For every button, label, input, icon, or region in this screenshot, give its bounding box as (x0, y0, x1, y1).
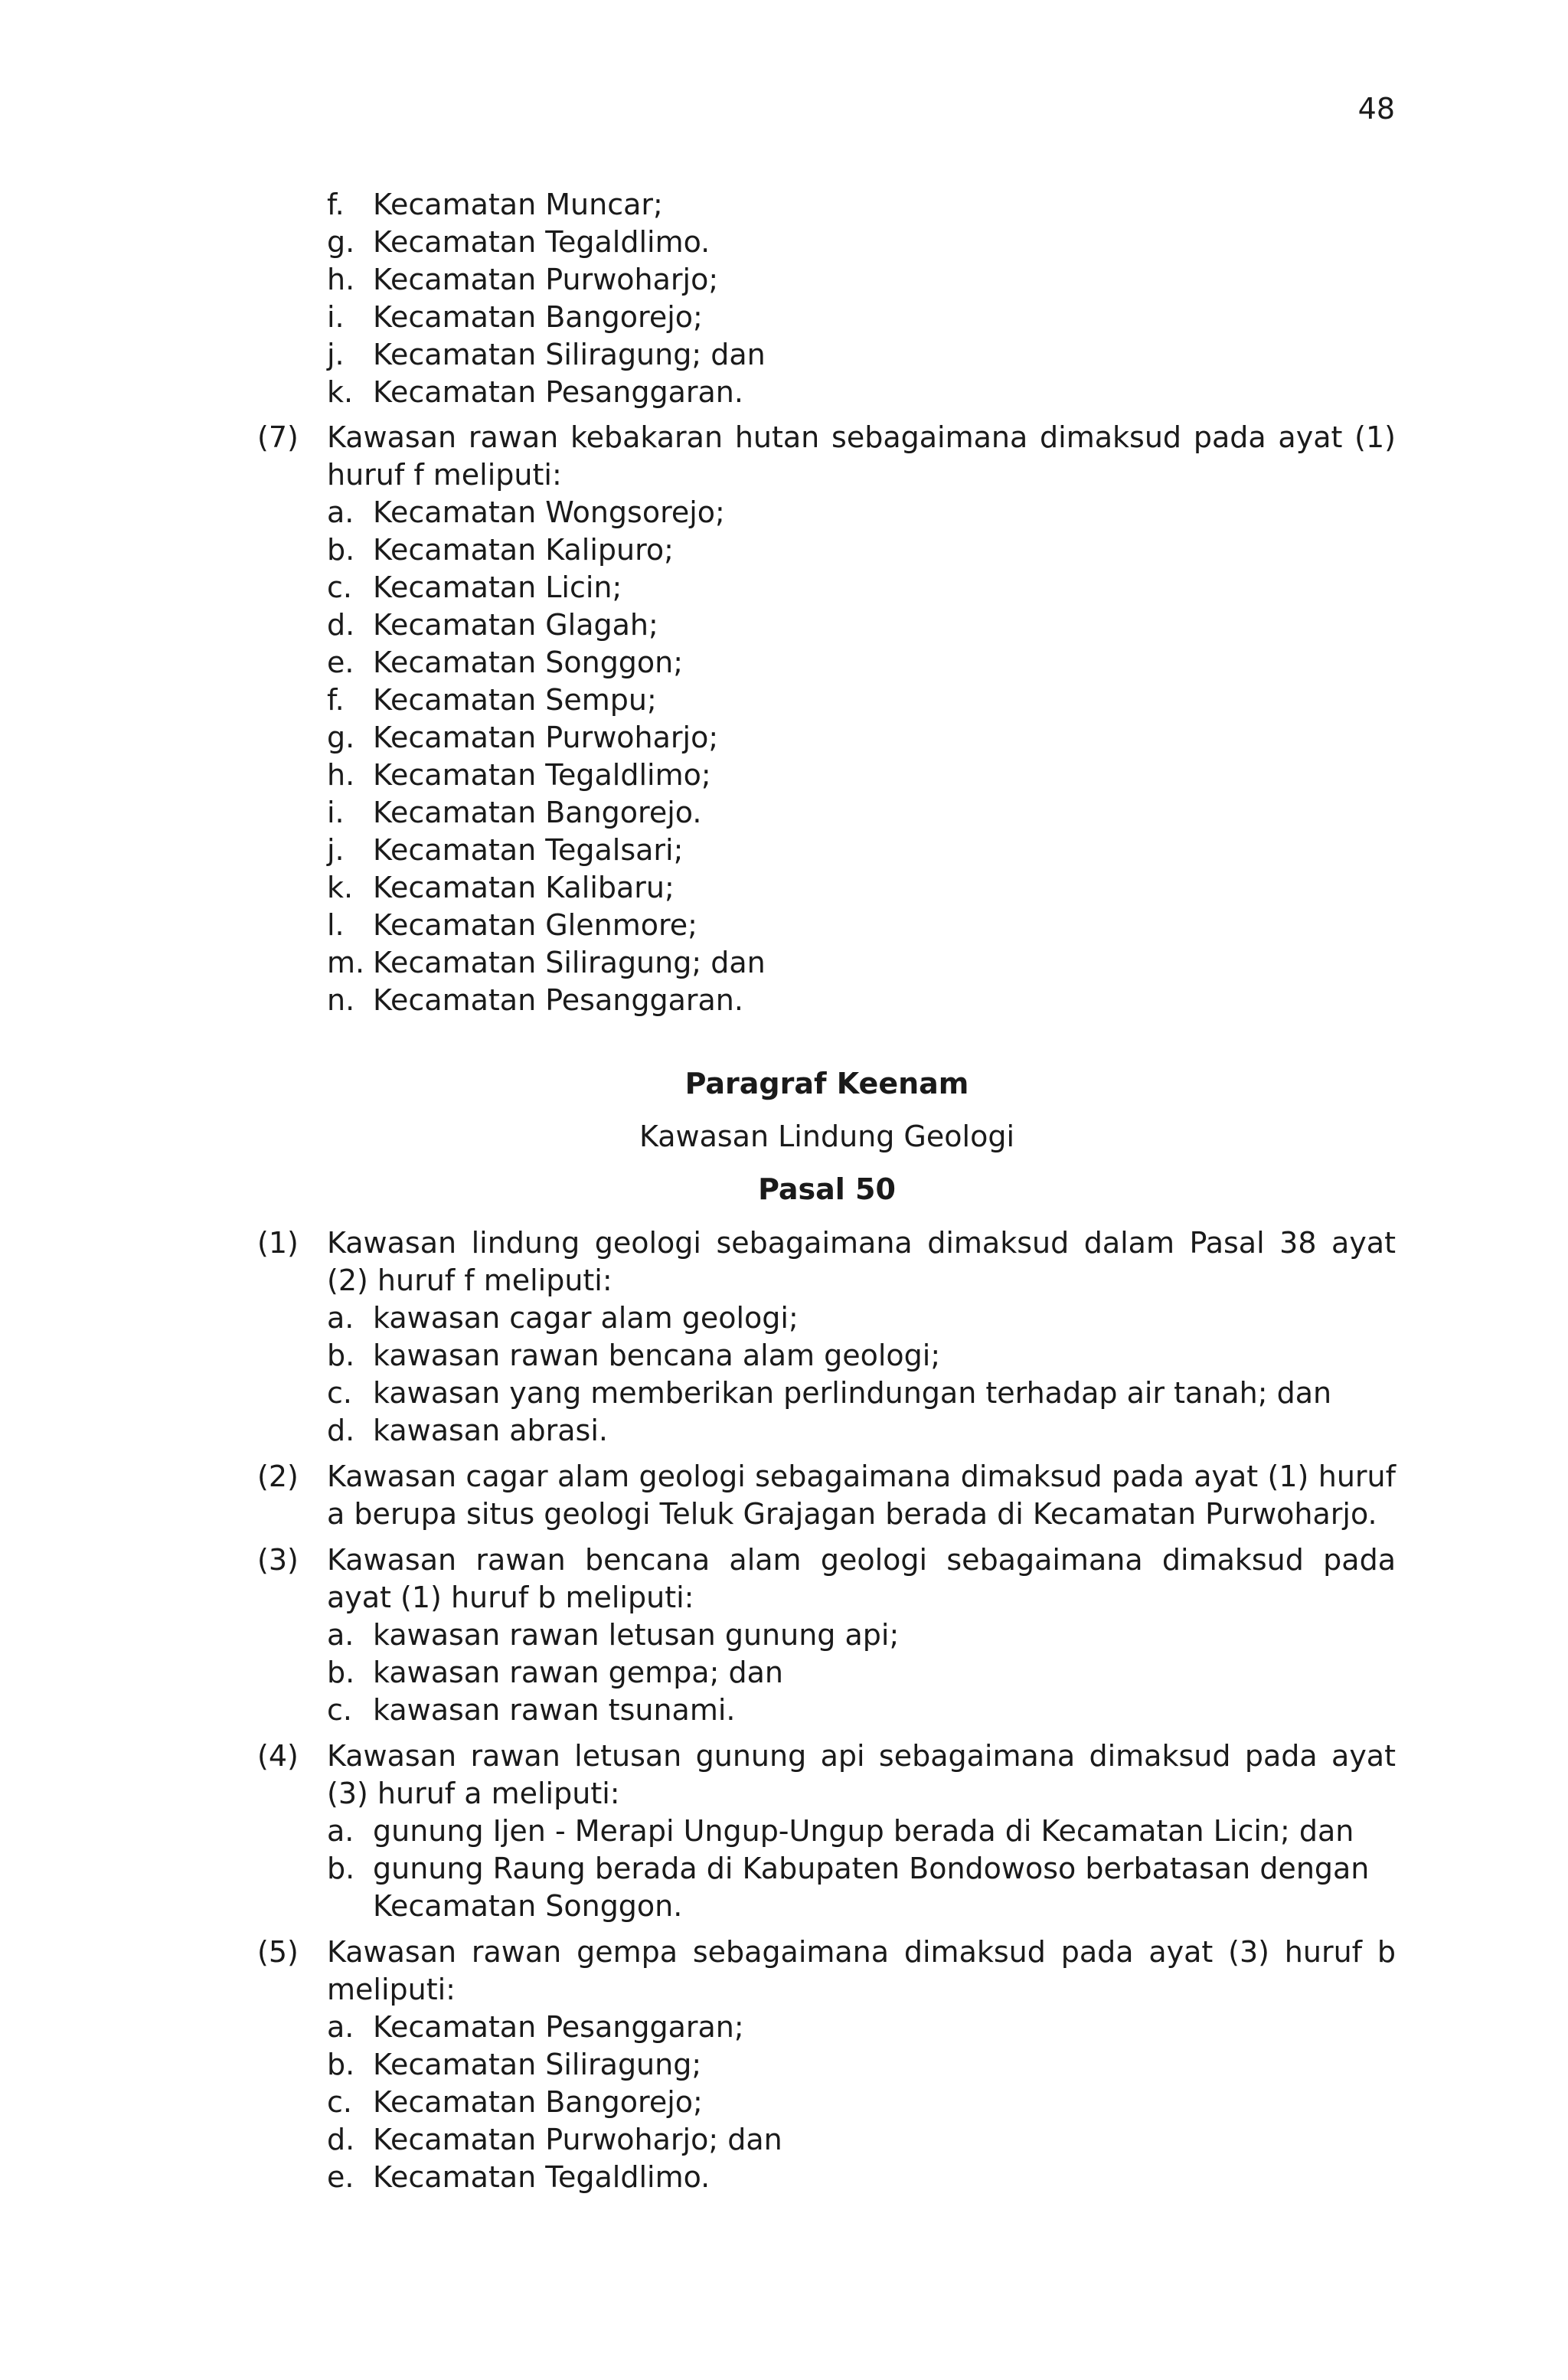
list-item-marker: c. (327, 1376, 352, 1410)
list-item-text: Kecamatan Muncar; (373, 188, 663, 221)
ayat-text: Kawasan rawan kebakaran hutan sebagaimana dimaksud pada ayat (1) huruf f meliputi: (327, 420, 1396, 492)
list-item-text: Kecamatan Siliragung; dan (373, 946, 766, 979)
pasal-50-body (0, 1224, 1568, 2196)
list-item-marker: f. (327, 683, 345, 717)
list-item (0, 2046, 1396, 2084)
list-item-marker: l. (327, 908, 345, 942)
list-item-text: Kecamatan Tegaldlimo. (373, 225, 710, 259)
list-item-marker: j. (327, 833, 345, 867)
list-item-marker: a. (327, 1814, 354, 1848)
ayat (0, 1541, 1568, 1729)
list-item (0, 261, 1396, 299)
list-item-text: Kecamatan Kalipuro; (373, 533, 674, 567)
list-item (0, 299, 1396, 336)
ayat-text: Kawasan rawan letusan gunung api sebagaimana dimaksud pada ayat (3) huruf a meliputi: (327, 1739, 1396, 1810)
list-item-text: gunung Ijen - Merapi Ungup-Ungup berada di Kecamatan Licin; dan (373, 1814, 1354, 1848)
list-item (0, 494, 1396, 531)
ayat-text: Kawasan rawan bencana alam geologi sebagaimana dimaksud pada ayat (1) huruf b meliputi: (327, 1543, 1396, 1614)
list-item-marker: a. (327, 1618, 354, 1652)
list-item-text: Kecamatan Sempu; (373, 683, 657, 717)
list-item (0, 757, 1396, 794)
list-item-text: Kecamatan Glagah; (373, 608, 658, 642)
page-number: 48 (1357, 92, 1395, 126)
ayat-marker: (4) (257, 1739, 299, 1773)
list-item (0, 1300, 1396, 1337)
list-item-text: Kecamatan Tegaldlimo. (373, 2160, 710, 2194)
list-item-text: kawasan rawan tsunami. (373, 1693, 736, 1727)
ayat (0, 1738, 1568, 1925)
ayat-marker: (3) (257, 1543, 299, 1577)
list-item (0, 794, 1396, 832)
list-item-text: Kecamatan Purwoharjo; dan (373, 2123, 782, 2156)
list-item-marker: c. (327, 1693, 352, 1727)
list-item-marker: g. (327, 721, 355, 754)
ayat-marker: (2) (257, 1460, 299, 1493)
list-item-text: kawasan rawan letusan gunung api; (373, 1618, 900, 1652)
list-item (0, 1850, 1396, 1925)
list-item-marker: b. (327, 2048, 355, 2081)
list-item (0, 186, 1396, 224)
ayat-marker: (7) (257, 420, 299, 454)
ayat-7 (0, 419, 1568, 1019)
list-item-marker: a. (327, 2010, 354, 2044)
list-item-marker: d. (327, 2123, 355, 2156)
list-item-marker: n. (327, 983, 355, 1017)
list-item-text: Kecamatan Siliragung; dan (373, 338, 766, 371)
list-item-text: Kecamatan Wongsorejo; (373, 495, 725, 529)
list-item-text: kawasan cagar alam geologi; (373, 1301, 799, 1335)
list-item (0, 606, 1396, 644)
list-item-text: Kecamatan Tegalsari; (373, 833, 684, 867)
list-item (0, 531, 1396, 569)
list-item-marker: e. (327, 2160, 354, 2194)
list-item-text: Kecamatan Tegaldlimo; (373, 758, 711, 792)
ayat (0, 1458, 1568, 1533)
list-item (0, 336, 1396, 374)
list-item (0, 682, 1396, 719)
list-item (0, 982, 1396, 1019)
list-item-marker: b. (327, 1656, 355, 1689)
list-item-marker: d. (327, 1414, 355, 1447)
ayat-text: Kawasan cagar alam geologi sebagaimana dimaksud pada ayat (1) huruf a berupa situs geologi Teluk Grajagan berada di Kecamatan Purwoharjo. (327, 1460, 1396, 1531)
ayat-marker: (5) (257, 1935, 299, 1969)
ayat-text: Kawasan rawan gempa sebagaimana dimaksud pada ayat (3) huruf b meliputi: (327, 1935, 1396, 2006)
list-item-text: kawasan rawan bencana alam geologi; (373, 1339, 941, 1372)
list-item (0, 2121, 1396, 2159)
ayat (0, 1934, 1568, 2196)
section-subtitle: Kawasan Lindung Geologi (639, 1120, 1014, 1153)
list-item (0, 2084, 1396, 2121)
list-item-marker: h. (327, 263, 355, 296)
list-item-text: Kecamatan Bangorejo; (373, 300, 703, 334)
list-item-text: kawasan yang memberikan perlindungan terhadap air tanah; dan (373, 1376, 1332, 1410)
list-item-marker: e. (327, 646, 354, 679)
list-item (0, 2009, 1396, 2046)
list-item-text: Kecamatan Purwoharjo; (373, 721, 719, 754)
list-item-marker: g. (327, 225, 355, 259)
list-item-marker: a. (327, 495, 354, 529)
list-item (0, 1375, 1396, 1412)
list-item-text: Kecamatan Pesanggaran. (373, 375, 743, 409)
list-item-text: Kecamatan Bangorejo; (373, 2085, 703, 2119)
list-item (0, 644, 1396, 682)
list-item (0, 719, 1396, 757)
list-item-marker: c. (327, 2085, 352, 2119)
list-item-text: Kecamatan Siliragung; (373, 2048, 702, 2081)
list-item-marker: b. (327, 533, 355, 567)
list-item (0, 374, 1396, 411)
list-item (0, 832, 1396, 869)
list-item-marker: k. (327, 375, 354, 409)
list-item-marker: m. (327, 946, 365, 979)
list-item-marker: f. (327, 188, 345, 221)
list-item-text: Kecamatan Licin; (373, 570, 622, 604)
list-item (0, 869, 1396, 907)
list-item (0, 224, 1396, 261)
list-item-text: Kecamatan Glenmore; (373, 908, 697, 942)
list-item-marker: i. (327, 300, 345, 334)
list-item (0, 569, 1396, 606)
list-item-text: Kecamatan Bangorejo. (373, 796, 702, 829)
list-item-text: kawasan abrasi. (373, 1414, 608, 1447)
list-item (0, 1412, 1396, 1450)
continued-list (0, 186, 1568, 411)
list-item (0, 1813, 1396, 1850)
list-item-marker: b. (327, 1339, 355, 1372)
list-item-text: gunung Raung berada di Kabupaten Bondowoso berbatasan dengan Kecamatan Songgon. (373, 1852, 1370, 1923)
list-item (0, 907, 1396, 944)
ayat-marker: (1) (257, 1226, 299, 1260)
list-item-text: Kecamatan Pesanggaran. (373, 983, 743, 1017)
list-item-marker: j. (327, 338, 345, 371)
list-item-marker: i. (327, 796, 345, 829)
list-item-marker: k. (327, 871, 354, 904)
list-item-text: Kecamatan Purwoharjo; (373, 263, 719, 296)
list-item-text: Kecamatan Kalibaru; (373, 871, 675, 904)
list-item-text: Kecamatan Songgon; (373, 646, 684, 679)
list-item-text: Kecamatan Pesanggaran; (373, 2010, 744, 2044)
list-item (0, 1654, 1396, 1692)
list-item-marker: h. (327, 758, 355, 792)
list-item-text: kawasan rawan gempa; dan (373, 1656, 783, 1689)
list-item (0, 944, 1396, 982)
ayat (0, 1224, 1568, 1450)
pasal-title: Pasal 50 (758, 1172, 896, 1206)
list-item (0, 1692, 1396, 1729)
list-item (0, 1337, 1396, 1375)
list-item-marker: b. (327, 1852, 355, 1885)
list-item (0, 2159, 1396, 2196)
paragraph-title: Paragraf Keenam (684, 1067, 969, 1100)
list-item (0, 1617, 1396, 1654)
ayat-text: Kawasan lindung geologi sebagaimana dimaksud dalam Pasal 38 ayat (2) huruf f meliputi: (327, 1226, 1396, 1297)
list-item-marker: d. (327, 608, 355, 642)
list-item-marker: c. (327, 570, 352, 604)
list-item-marker: a. (327, 1301, 354, 1335)
